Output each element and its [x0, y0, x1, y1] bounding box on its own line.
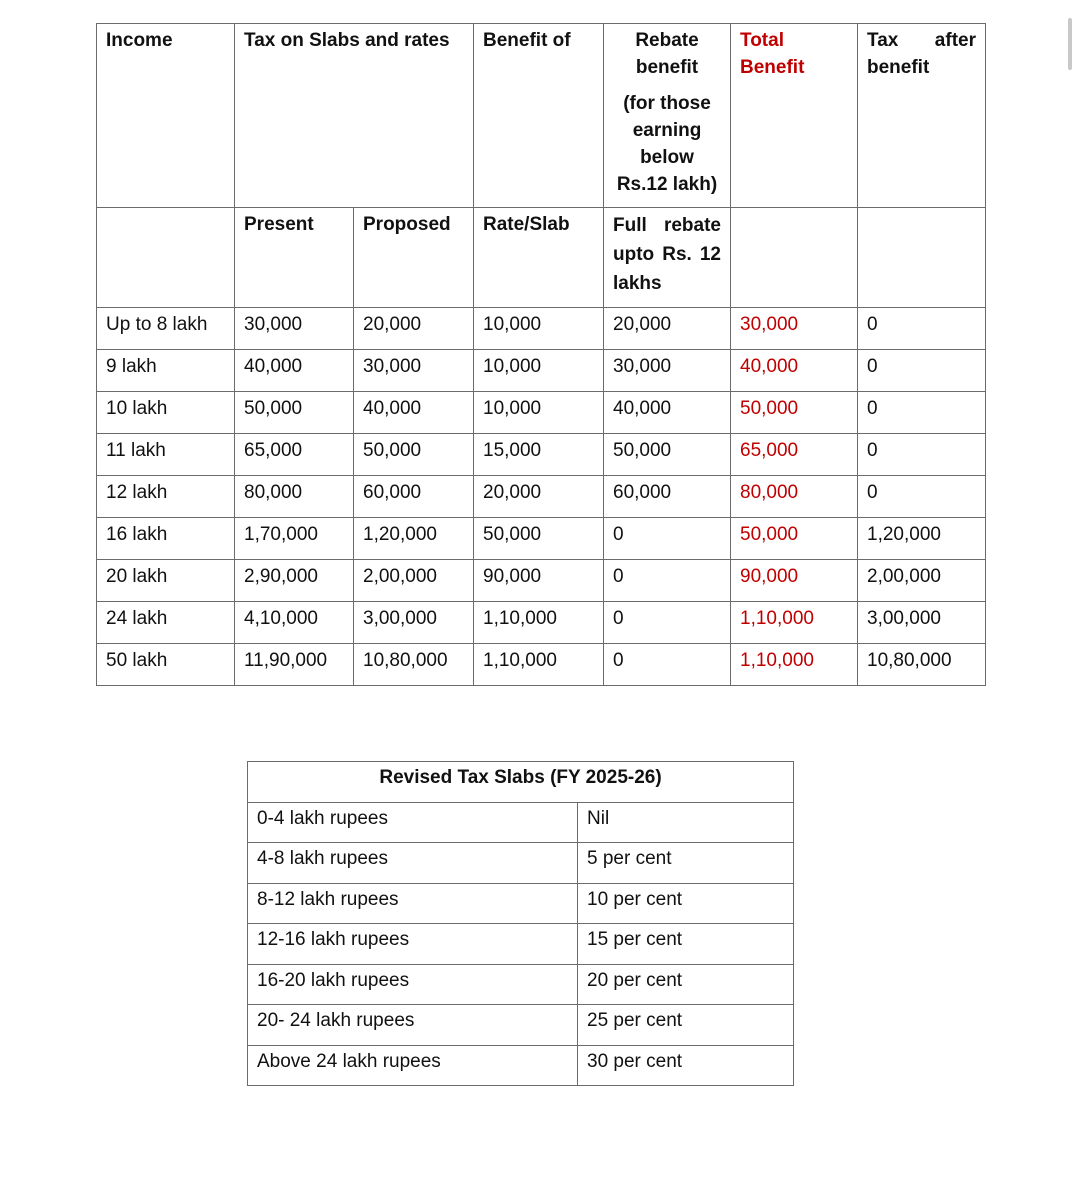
table-row — [97, 308, 986, 350]
rate-slab-cell: 90,000 — [474, 560, 604, 602]
tax-after-cell: 0 — [858, 350, 986, 392]
proposed-cell: 3,00,000 — [354, 602, 474, 644]
proposed-cell: 30,000 — [354, 350, 474, 392]
subheader-rate-slab: Rate/Slab — [474, 208, 604, 308]
slab-range-cell: Above 24 lakh rupees — [248, 1045, 578, 1086]
present-cell: 40,000 — [235, 350, 354, 392]
proposed-cell: 1,20,000 — [354, 518, 474, 560]
rebate-cell: 0 — [604, 560, 731, 602]
subheader-blank — [731, 208, 858, 308]
slab-range-cell: 16-20 lakh rupees — [248, 964, 578, 1005]
header-income: Income — [97, 24, 235, 208]
subheader-blank — [858, 208, 986, 308]
proposed-cell: 10,80,000 — [354, 644, 474, 686]
total-benefit-cell: 65,000 — [731, 434, 858, 476]
total-benefit-cell: 50,000 — [731, 392, 858, 434]
tax-after-cell: 3,00,000 — [858, 602, 986, 644]
slab-range-cell: 12-16 lakh rupees — [248, 924, 578, 965]
rebate-cell: 0 — [604, 644, 731, 686]
rebate-benefit-note: (for those earning below Rs.12 lakh) — [616, 93, 718, 195]
rate-slab-cell: 1,10,000 — [474, 644, 604, 686]
revised-tax-slabs-table — [247, 761, 794, 1086]
total-benefit-cell: 80,000 — [731, 476, 858, 518]
proposed-cell: 40,000 — [354, 392, 474, 434]
rate-slab-cell: 1,10,000 — [474, 602, 604, 644]
slab-rate-cell: 5 per cent — [578, 843, 794, 884]
rebate-benefit-label: Rebate benefit — [635, 30, 699, 78]
slab-row — [248, 883, 794, 924]
slab-rate-cell: 30 per cent — [578, 1045, 794, 1086]
table-row — [97, 434, 986, 476]
slab-rate-cell: 25 per cent — [578, 1005, 794, 1046]
slab-table-title: Revised Tax Slabs (FY 2025-26) — [248, 762, 794, 803]
income-cell: 50 lakh — [97, 644, 235, 686]
table-row — [97, 644, 986, 686]
rebate-cell: 0 — [604, 602, 731, 644]
tax-after-cell: 10,80,000 — [858, 644, 986, 686]
tax-after-cell: 0 — [858, 308, 986, 350]
slab-row — [248, 802, 794, 843]
rebate-cell: 50,000 — [604, 434, 731, 476]
rebate-cell: 0 — [604, 518, 731, 560]
present-cell: 50,000 — [235, 392, 354, 434]
present-cell: 11,90,000 — [235, 644, 354, 686]
proposed-cell: 20,000 — [354, 308, 474, 350]
total-benefit-cell: 50,000 — [731, 518, 858, 560]
table-row — [97, 602, 986, 644]
table-row — [97, 350, 986, 392]
rate-slab-cell: 15,000 — [474, 434, 604, 476]
income-cell: 12 lakh — [97, 476, 235, 518]
header-total-benefit: Total Benefit — [731, 24, 858, 208]
rebate-cell: 20,000 — [604, 308, 731, 350]
rebate-cell: 60,000 — [604, 476, 731, 518]
income-cell: 9 lakh — [97, 350, 235, 392]
slab-range-cell: 8-12 lakh rupees — [248, 883, 578, 924]
slab-rate-cell: 20 per cent — [578, 964, 794, 1005]
slab-rate-cell: 15 per cent — [578, 924, 794, 965]
total-benefit-cell: 90,000 — [731, 560, 858, 602]
rebate-cell: 40,000 — [604, 392, 731, 434]
table-row — [97, 560, 986, 602]
slab-range-cell: 0-4 lakh rupees — [248, 802, 578, 843]
proposed-cell: 60,000 — [354, 476, 474, 518]
rate-slab-cell: 50,000 — [474, 518, 604, 560]
present-cell: 4,10,000 — [235, 602, 354, 644]
tax-after-cell: 1,20,000 — [858, 518, 986, 560]
header-benefit-of: Benefit of — [474, 24, 604, 208]
income-cell: 16 lakh — [97, 518, 235, 560]
income-cell: 24 lakh — [97, 602, 235, 644]
income-cell: 20 lakh — [97, 560, 235, 602]
rate-slab-cell: 10,000 — [474, 308, 604, 350]
rebate-cell: 30,000 — [604, 350, 731, 392]
present-cell: 2,90,000 — [235, 560, 354, 602]
header-rebate-benefit — [604, 24, 731, 208]
slab-range-cell: 20- 24 lakh rupees — [248, 1005, 578, 1046]
total-benefit-cell: 1,10,000 — [731, 644, 858, 686]
tax-after-cell: 2,00,000 — [858, 560, 986, 602]
subheader-present: Present — [235, 208, 354, 308]
rate-slab-cell: 20,000 — [474, 476, 604, 518]
present-cell: 80,000 — [235, 476, 354, 518]
header-tax-on-slabs: Tax on Slabs and rates — [235, 24, 474, 208]
present-cell: 65,000 — [235, 434, 354, 476]
tax-after-cell: 0 — [858, 392, 986, 434]
proposed-cell: 50,000 — [354, 434, 474, 476]
slab-row — [248, 924, 794, 965]
income-cell: 11 lakh — [97, 434, 235, 476]
subheader-row — [97, 208, 986, 308]
present-cell: 30,000 — [235, 308, 354, 350]
income-cell: 10 lakh — [97, 392, 235, 434]
tax-after-cell: 0 — [858, 434, 986, 476]
subheader-blank — [97, 208, 235, 308]
tax-comparison-table — [96, 23, 986, 686]
slab-row — [248, 1005, 794, 1046]
rate-slab-cell: 10,000 — [474, 392, 604, 434]
scrollbar[interactable] — [1068, 18, 1072, 70]
tax-after-cell: 0 — [858, 476, 986, 518]
subheader-proposed: Proposed — [354, 208, 474, 308]
table-row — [97, 476, 986, 518]
subheader-full-rebate: Full rebate upto Rs. 12 lakhs — [604, 208, 731, 308]
header-tax-after-benefit: Tax after benefit — [858, 24, 986, 208]
slab-rate-cell: Nil — [578, 802, 794, 843]
total-benefit-cell: 30,000 — [731, 308, 858, 350]
slab-rate-cell: 10 per cent — [578, 883, 794, 924]
present-cell: 1,70,000 — [235, 518, 354, 560]
total-benefit-cell: 1,10,000 — [731, 602, 858, 644]
slab-row — [248, 843, 794, 884]
proposed-cell: 2,00,000 — [354, 560, 474, 602]
total-benefit-cell: 40,000 — [731, 350, 858, 392]
header-row — [97, 24, 986, 208]
table-row — [97, 392, 986, 434]
slab-title-row — [248, 762, 794, 803]
rate-slab-cell: 10,000 — [474, 350, 604, 392]
slab-row — [248, 964, 794, 1005]
slab-range-cell: 4-8 lakh rupees — [248, 843, 578, 884]
slab-row — [248, 1045, 794, 1086]
income-cell: Up to 8 lakh — [97, 308, 235, 350]
table-row — [97, 518, 986, 560]
